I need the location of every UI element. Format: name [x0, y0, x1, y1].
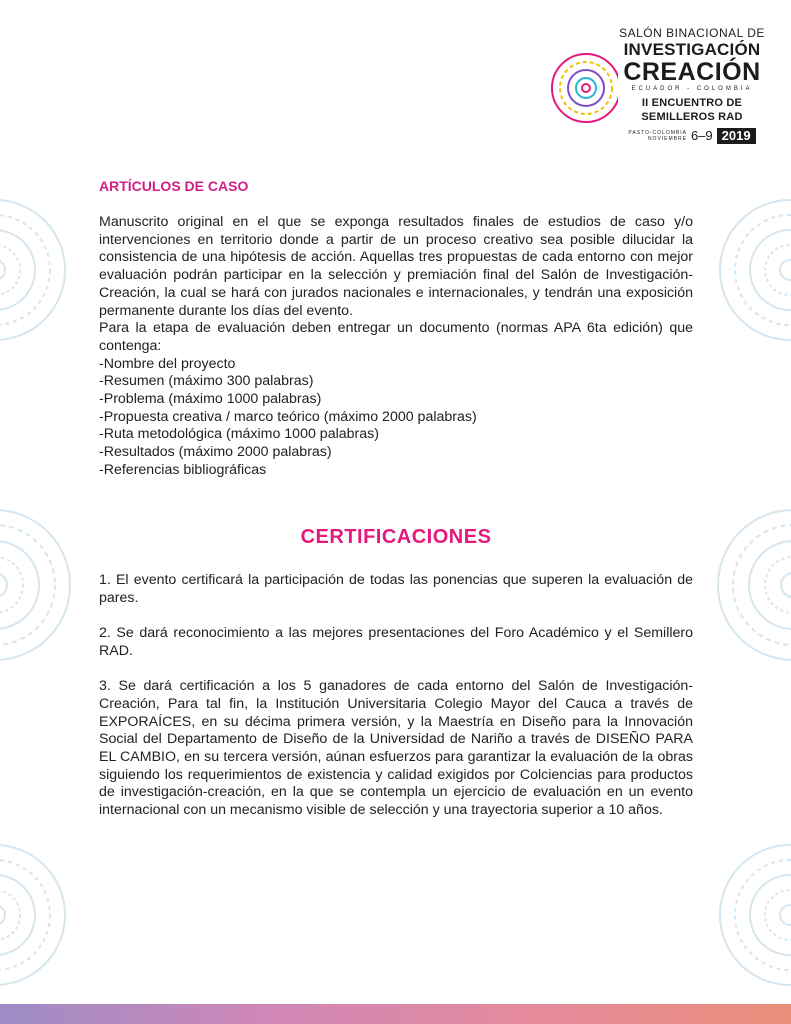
logo-line-creacion: CREACIÓN: [623, 58, 761, 86]
right-ornament-middle: [713, 505, 791, 665]
left-ornament-middle: [0, 505, 75, 665]
logo-place-city: PASTO-COLOMBIA: [628, 130, 687, 136]
articulos-paragraph: Manuscrito original en el que se exponga resultados finales de estudios de caso y/o intervenciones en territorio donde a partir de un proceso creativo sea posible dilucidar la consistencia de una hipótesis de acción. Aquellas tres propuestas de cada entorno con mejor evaluación podrán participar en la selección y premiación final del Salón de Investigación-Creación, la cual se hará con jurados nacionales e internacionales, y tendrán una exposición permanente durante los días del evento.: [99, 214, 693, 319]
logo-wordmark: [616, 20, 768, 144]
section-certificaciones: [99, 572, 693, 820]
list-item: -Nombre del proyecto: [99, 355, 236, 372]
right-ornament-top: [715, 195, 791, 345]
section-articulos: [99, 214, 693, 480]
certificaciones-paragraph-2: 2. Se dará reconocimiento a las mejores presentaciones del Foro Académico y el Semillero RAD.: [99, 625, 693, 659]
logo-place-month: NOVIEMBRE: [647, 136, 687, 142]
logo-line-countries: ECUADOR - COLOMBIA: [631, 86, 753, 92]
heading-certificaciones: CERTIFICACIONES: [300, 526, 492, 548]
left-ornament-bottom: [0, 840, 70, 990]
event-logo: [546, 20, 768, 146]
list-item: -Resumen (máximo 300 palabras): [99, 373, 314, 390]
logo-mandala-icon: [546, 38, 618, 138]
list-item: -Resultados (máximo 2000 palabras): [99, 444, 332, 461]
logo-date-row: [616, 128, 768, 144]
logo-line-encuentro: II ENCUENTRO DE SEMILLEROS RAD: [641, 97, 743, 123]
paragraph-gap: [99, 661, 693, 679]
paragraph-gap: [99, 607, 693, 625]
certificaciones-paragraph-3: 3. Se dará certificación a los 5 ganadores de cada entorno del Salón de Investigación-Creación, Para tal fin, la Institución Universitaria Colegio Mayor del Cauca a través de EXPORAÍCES, en su décima primera versión, y la Maestría en Diseño para la Innovación Social del Departamento de Diseño de la Universidad de Nariño a través de DISEÑO PARA EL CAMBIO, en su tercera versión, aúnan esfuerzos para garantizar la evaluación de la obras siguiendo los requerimientos de existencia y calidad exigidos por Colciencias para productos de investigación-creación, en la que se contempla un ejercicio de evaluación en un evento internacional con un mecanismo visible de selección y una trayectoria superior a 10 años.: [99, 678, 693, 819]
logo-line-salon: SALÓN BINACIONAL DE: [619, 26, 765, 40]
subheading-articulos: ARTÍCULOS DE CASO: [99, 178, 249, 194]
left-ornament-top: [0, 195, 70, 345]
right-ornament-bottom: [715, 840, 791, 990]
logo-place: [628, 130, 687, 142]
list-item: -Propuesta creativa / marco teórico (máximo 2000 palabras): [99, 408, 477, 425]
logo-dates: 6–9: [690, 128, 713, 143]
list-item: -Problema (máximo 1000 palabras): [99, 391, 322, 408]
logo-year: 2019: [717, 128, 756, 144]
list-item: -Ruta metodológica (máximo 1000 palabras): [99, 426, 379, 443]
list-item: -Referencias bibliográficas: [99, 461, 267, 478]
articulos-intro: Para la etapa de evaluación deben entregar un documento (normas APA 6ta edición) que contenga:: [99, 320, 693, 354]
certificaciones-paragraph-1: 1. El evento certificará la participación de todas las ponencias que superen la evaluación de pares.: [99, 572, 693, 606]
footer-gradient-bar: [0, 1004, 791, 1024]
logo-line-investigacion: INVESTIGACIÓN: [623, 40, 761, 59]
